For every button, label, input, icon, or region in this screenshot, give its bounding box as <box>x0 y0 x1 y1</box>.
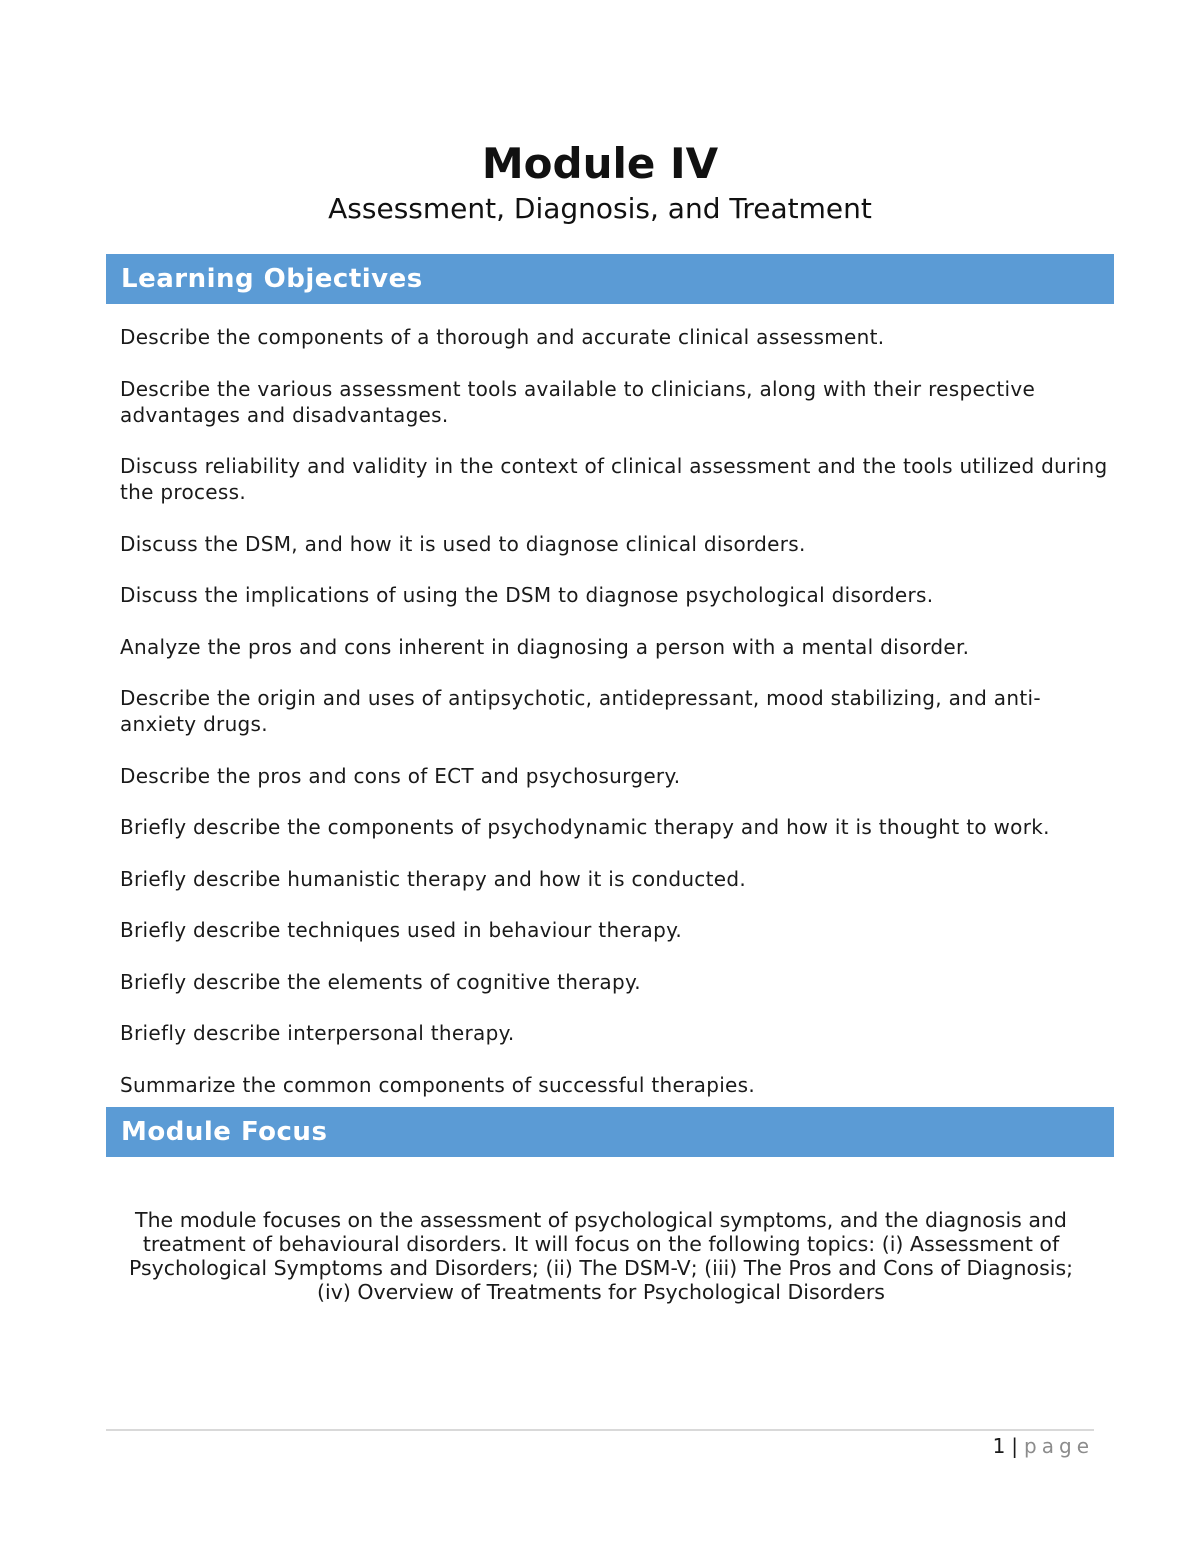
learning-objectives-list <box>120 324 1110 1123</box>
learning-objectives-heading: Learning Objectives <box>106 254 1114 304</box>
objective-item: Describe the components of a thorough and accurate clinical assessment. <box>120 325 885 349</box>
objective-item: Briefly describe the elements of cognitive therapy. <box>120 969 641 994</box>
page-footer <box>993 1433 1094 1459</box>
page-subtitle: Assessment, Diagnosis, and Treatment <box>328 192 872 225</box>
module-focus-text: The module focuses on the assessment of psychological symptoms, and the diagnosis and treatment of behavioural disorders. It will focus on the following topics: (i) Assessment of Psychological Symptoms and Disorders; (ii) The DSM-V; (iii) The Pros and Cons of Diagnosis; (iv) Overview of Treatments for Psychological Disorders <box>128 1207 1074 1304</box>
page-label: page <box>1024 1434 1094 1458</box>
objective-item: Briefly describe interpersonal therapy. <box>120 1021 515 1045</box>
objective-item: Describe the origin and uses of antipsychotic, antidepressant, mood stabilizing, and anti-anxiety drugs. <box>120 686 1041 736</box>
page-number: 1 <box>992 1434 1006 1458</box>
footer-separator: | <box>1011 1434 1019 1458</box>
objective-item: Describe the various assessment tools available to clinicians, along with their respective advantages and disadvantages. <box>120 376 1036 427</box>
objective-item: Discuss the implications of using the DSM to diagnose psychological disorders. <box>120 583 934 607</box>
objective-item: Discuss the DSM, and how it is used to diagnose clinical disorders. <box>120 531 806 556</box>
objective-item: Discuss reliability and validity in the context of clinical assessment and the tools utilized during the process. <box>120 454 1108 504</box>
page-title: Module IV <box>481 139 719 188</box>
module-focus-heading: Module Focus <box>106 1107 1114 1157</box>
objective-item: Describe the pros and cons of ECT and psychosurgery. <box>120 763 681 788</box>
objective-item: Analyze the pros and cons inherent in diagnosing a person with a mental disorder. <box>120 634 970 659</box>
objective-item: Briefly describe the components of psychodynamic therapy and how it is thought to work. <box>120 815 1050 839</box>
objective-item: Summarize the common components of successful therapies. <box>120 1072 756 1097</box>
footer-divider <box>106 1429 1094 1431</box>
objective-item: Briefly describe humanistic therapy and how it is conducted. <box>120 866 747 891</box>
objective-item: Briefly describe techniques used in behaviour therapy. <box>120 918 683 942</box>
